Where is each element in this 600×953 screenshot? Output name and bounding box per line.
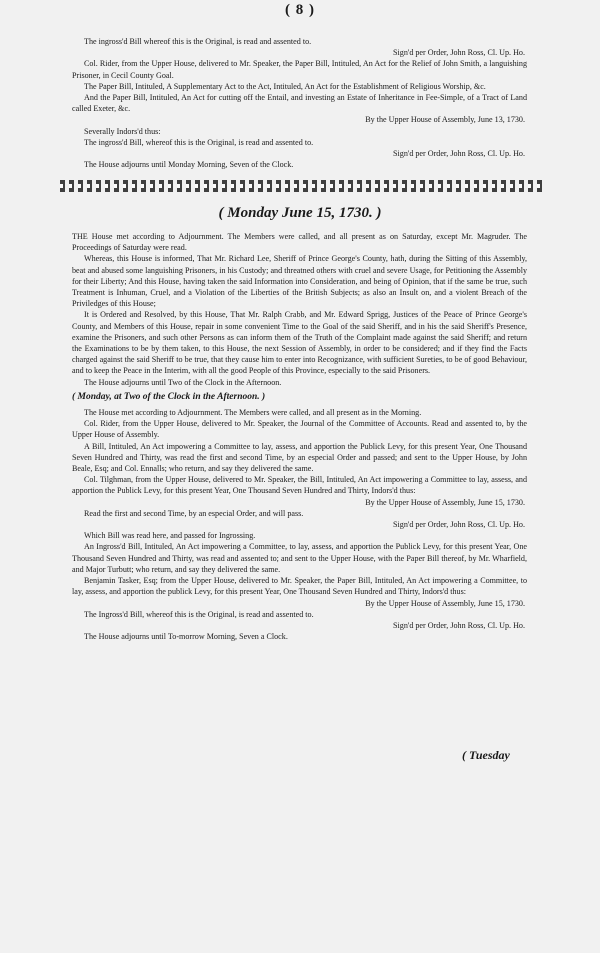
monday-morning-section [72,231,527,642]
catchword: ( Tuesday [462,748,510,762]
session-subheading: ( Monday, at Two of the Clock in the Afternoon. ) [72,391,266,402]
text-line: The Ingross'd Bill, whereof this is the Original, is read and assented to. [84,609,314,619]
text-paragraph: Whereas, this House is informed, That Mr. Richard Lee, Sheriff of Prince George's County, hath, during the Sitting of this Assembly, beat and abused some languishing Prisoners, in his Custody; and threatned others with cruel and severe Usage, for Petitioning the Assembly for their Liberty; And this House, having taken the said Information into Consideration, and being of Opinion, that if the same be true, such Treatment is Inhuman, Cruel, and a Violation of the Liberties of the British Subjects; as also an Insult on, and a violent Breach of the Priviledges of this House; [72,254,527,309]
text-line: The ingross'd Bill, whereof this is the Original, is read and assented to. [84,137,314,147]
text-line: Severally Indors'd thus: [84,126,161,136]
ornamental-rule [60,180,542,192]
endorsement-line: By the Upper House of Assembly, June 15, 1730. [365,497,525,507]
text-paragraph: And the Paper Bill, Intituled, An Act for cutting off the Entail, and investing an Estate of Inheritance in Fee-Simple, of a Tract of Land called Exeter, &c. [72,93,527,114]
top-section [72,36,527,170]
endorsement-line: By the Upper House of Assembly, June 15, 1730. [365,598,525,608]
adjournment-line: The House adjourns until Monday Morning, Seven of the Clock. [84,160,294,170]
adjournment-line: The House adjourns until To-morrow Morning, Seven a Clock. [84,632,288,642]
text-paragraph: Col. Tilghman, from the Upper House, delivered to Mr. Speaker, the Bill, Intituled, An Act impowering a Committee to lay, assess, and apportion the Publick Levy, for this present Year, One Thousand Seven Hundred and Thirty, Indors'd thus: [72,475,527,496]
endorsement-line: By the Upper House of Assembly, June 13, 1730. [365,115,525,125]
text-paragraph: The House met according to Adjournment. The Members were called, and all present as in the Morning. [84,408,422,418]
signature-line: Sign'd per Order, John Ross, Cl. Up. Ho. [393,520,525,530]
text-line: Read the first and second Time, by an especial Order, and will pass. [84,508,304,518]
signature-line: Sign'd per Order, John Ross, Cl. Up. Ho. [393,48,525,58]
text-paragraph: A Bill, Intituled, An Act impowering a Committee to lay, assess, and apportion the Publick Levy, for this present Year, One Thousand Seven Hundred and Thirty, was read the first and second Time, by an especial Order and passed; and sent to the Upper House, by John Beale, Esq; and Col. Ennalls; who return, and say they delivered the same. [72,441,527,474]
text-paragraph: THE House met according to Adjournment. The Members were called, and all present as on Saturday, except Mr. Magruder. The Proceedings of Saturday were read. [72,232,527,253]
text-paragraph: It is Ordered and Resolved, by this House, That Mr. Ralph Crabb, and Mr. Edward Sprigg, Justices of the Peace of Prince George's County, and Members of this House, repair in some convenient Time to the Goal of the said Sheriff, and in his the said Sheriff's Presence, examine the Prisoners, and such other Persons as can inform them of the Truth of the Complaint made against the said Sheriff; and return the Examinations to be by them taken, to this House, the next Session of Assembly, in order to be considered; and if they find the Facts charged against the said Sheriff to be true, that they cause him to enter into Recognizance, with sufficient Sureties, to be of good Behaviour, and to keep the Peace in the Interim, with all the good People of this Province, especially to the said Prisoners. [72,310,527,376]
page-number: ( 8 ) [285,2,315,18]
text-paragraph: Col. Rider, from the Upper House, delivered to Mr. Speaker, the Paper Bill, Intituled, An Act for the Relief of John Smith, a languishing Prisoner, in Cecil County Goal. [72,59,527,80]
signature-line: Sign'd per Order, John Ross, Cl. Up. Ho. [393,149,525,159]
day-heading: ( Monday June 15, 1730. ) [218,205,382,221]
text-paragraph: An Ingross'd Bill, Intituled, An Act impowering a Committee, to lay, assess, and apportion the Publick Levy, for this present Year, One Thousand Seven Hundred and Thirty, was read and assented to; and sent to the Upper House, with the Paper Bill thereof, by Mr. Wharfield, and Major Turbutt; who return, and say they delivered the same. [72,542,527,574]
signature-line: Sign'd per Order, John Ross, Cl. Up. Ho. [393,620,525,630]
adjournment-line: The House adjourns until Two of the Clock in the Afternoon. [84,377,282,387]
text-line: The ingross'd Bill whereof this is the Original, is read and assented to. [84,37,312,46]
text-line: Which Bill was read here, and passed for Ingrossing. [84,531,256,541]
text-paragraph: The Paper Bill, Intituled, A Supplementary Act to the Act, Intituled, An Act for the Establishment of Religious Worship, &c. [84,81,486,91]
text-paragraph: Benjamin Tasker, Esq; from the Upper House, delivered to Mr. Speaker, the Paper Bill, Intituled, An Act impowering a Committee, to lay, assess, and apportion the publick Levy, for this present Year, One Thousand Seven Hundred and Thirty, Indors'd thus: [72,576,527,597]
text-paragraph: Col. Rider, from the Upper House, delivered to Mr. Speaker, the Journal of the Committee of Accounts. Read and assented to, by the Upper House of Assembly. [72,419,527,440]
